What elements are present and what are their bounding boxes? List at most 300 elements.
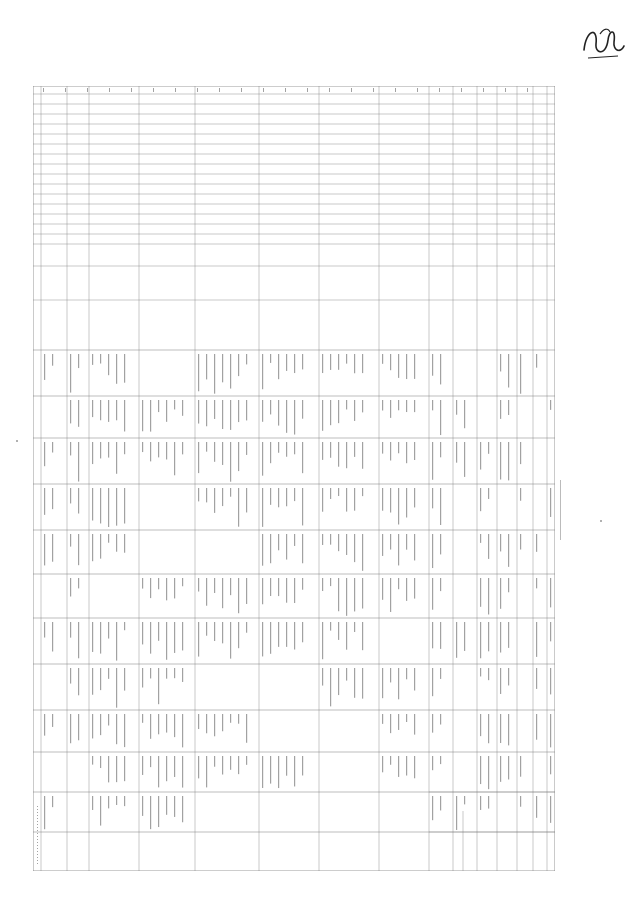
cell-text [158, 400, 159, 412]
cell-text [382, 668, 383, 698]
cell-text [414, 756, 415, 778]
cell-text [390, 354, 391, 370]
cell-text [108, 622, 109, 639]
cell-text [488, 622, 489, 651]
cell-text [52, 442, 53, 453]
cell-text [480, 714, 481, 736]
cell-text [338, 578, 339, 611]
cell-text [92, 534, 93, 561]
cell-text [398, 442, 399, 453]
cell-text [456, 796, 457, 830]
cell-text [550, 622, 551, 641]
cell-text [302, 442, 303, 473]
cell-text [174, 714, 175, 737]
cell-text [246, 578, 247, 604]
cell-text [124, 622, 125, 630]
cell-text [238, 442, 239, 471]
cell-text [500, 622, 501, 653]
cell-text [116, 400, 117, 420]
cell-text [100, 354, 101, 364]
cell-text [480, 442, 481, 470]
cell-text [440, 756, 441, 764]
description-text [37, 812, 38, 813]
cell-text [330, 578, 331, 586]
cell-text [354, 488, 355, 511]
cell-text [382, 488, 383, 511]
cell-text [78, 534, 79, 565]
cell-text [70, 622, 71, 638]
cell-text [330, 488, 331, 499]
cell-text [78, 488, 79, 514]
cell-text [346, 668, 347, 681]
cell-text [508, 622, 509, 648]
cell-text [294, 756, 295, 786]
cell-text [158, 442, 159, 457]
cell-text [500, 578, 501, 609]
header-text [527, 88, 528, 92]
cell-text [550, 796, 551, 823]
description-text [37, 845, 38, 846]
cell-text [294, 622, 295, 650]
cell-text [382, 442, 383, 454]
cell-text [158, 668, 159, 704]
cell-text [150, 756, 151, 767]
cell-text [346, 578, 347, 616]
cell-text [100, 488, 101, 523]
description-text [37, 860, 38, 861]
cell-text [286, 400, 287, 433]
cell-text [338, 534, 339, 551]
cell-text [124, 796, 125, 806]
cell-text [464, 442, 465, 477]
cell-text [286, 756, 287, 776]
cell-text [174, 756, 175, 777]
cell-text [488, 714, 489, 743]
cell-text [432, 354, 433, 376]
cell-text [100, 756, 101, 768]
cell-text [246, 400, 247, 420]
cell-text [406, 756, 407, 776]
cell-text [52, 488, 53, 509]
cell-text [432, 578, 433, 610]
cell-text [508, 668, 509, 685]
header-text [373, 88, 374, 92]
cell-text [440, 578, 441, 591]
cell-text [214, 354, 215, 394]
cell-text [206, 578, 207, 606]
cell-text [92, 668, 93, 695]
cell-text [70, 714, 71, 743]
description-text [37, 833, 38, 834]
cell-text [440, 442, 441, 457]
cell-text [44, 796, 45, 829]
cell-text [456, 400, 457, 415]
cell-text [536, 622, 537, 657]
cell-text [330, 668, 331, 706]
cell-text [362, 354, 363, 373]
cell-text [230, 714, 231, 723]
cell-text [346, 354, 347, 364]
cell-text [262, 756, 263, 788]
cell-text [536, 354, 537, 368]
cell-text [124, 756, 125, 781]
cell-text [108, 354, 109, 375]
cell-text [78, 442, 79, 482]
cell-text [286, 622, 287, 647]
cell-text [142, 442, 143, 452]
cell-text [440, 488, 441, 525]
cell-text [158, 622, 159, 641]
cell-text [100, 534, 101, 559]
cell-text [488, 756, 489, 789]
cell-text [406, 534, 407, 550]
cell-text [124, 400, 125, 431]
cell-text [440, 534, 441, 554]
cell-text [230, 578, 231, 595]
cell-text [214, 756, 215, 767]
cell-text [432, 622, 433, 648]
cell-text [214, 714, 215, 736]
cell-text [322, 354, 323, 373]
cell-text [206, 622, 207, 636]
cell-text [174, 796, 175, 817]
description-text [37, 851, 38, 852]
cell-text [44, 622, 45, 638]
cell-text [108, 756, 109, 782]
cell-text [270, 534, 271, 563]
cell-text [222, 578, 223, 608]
cell-text [142, 622, 143, 644]
cell-text [520, 534, 521, 550]
description-text [37, 809, 38, 810]
cell-text [92, 442, 93, 464]
cell-text [286, 534, 287, 560]
cell-text [500, 442, 501, 480]
cell-text [520, 488, 521, 501]
cell-text [302, 400, 303, 419]
cell-text [70, 442, 71, 455]
cell-text [214, 488, 215, 513]
cell-text [440, 714, 441, 725]
cell-text [206, 714, 207, 733]
cell-text [182, 714, 183, 747]
cell-text [414, 714, 415, 735]
cell-text [464, 400, 465, 428]
cell-text [550, 400, 551, 410]
cell-text [246, 354, 247, 364]
cell-text [92, 488, 93, 521]
cell-text [78, 400, 79, 427]
cell-text [158, 714, 159, 734]
cell-text [142, 578, 143, 589]
cell-text [500, 354, 501, 371]
header-text [483, 88, 484, 92]
cell-text [330, 622, 331, 631]
cell-text [354, 668, 355, 698]
cell-text [158, 796, 159, 827]
cell-text [238, 578, 239, 613]
cell-text [222, 756, 223, 775]
cell-text [294, 578, 295, 603]
cell-text [150, 578, 151, 598]
cell-text [92, 354, 93, 365]
cell-text [206, 756, 207, 787]
cell-text [536, 796, 537, 818]
cell-text [182, 442, 183, 454]
description-text [37, 815, 38, 816]
cell-text [480, 756, 481, 784]
cell-text [182, 622, 183, 650]
cell-text [238, 400, 239, 422]
cell-text [92, 714, 93, 738]
cell-text [230, 622, 231, 659]
cell-text [294, 400, 295, 435]
cell-text [382, 400, 383, 411]
cell-text [116, 756, 117, 782]
cell-text [440, 400, 441, 435]
cell-text [488, 488, 489, 499]
cell-text [550, 714, 551, 747]
cell-text [398, 354, 399, 378]
header-text [417, 88, 418, 92]
cell-text [246, 756, 247, 765]
description-text [37, 842, 38, 843]
cell-text [440, 622, 441, 649]
cell-text [100, 400, 101, 420]
cell-text [550, 756, 551, 774]
header-text [65, 88, 66, 92]
cell-text [362, 578, 363, 609]
header-text [87, 88, 88, 92]
cell-text [108, 442, 109, 458]
scan-speck [16, 440, 18, 442]
cell-text [464, 796, 465, 804]
cell-text [432, 796, 433, 820]
cell-text [222, 442, 223, 465]
header-text [439, 88, 440, 92]
cell-text [480, 796, 481, 810]
cell-text [116, 714, 117, 744]
cell-text [338, 400, 339, 423]
cell-text [294, 488, 295, 501]
cell-text [294, 534, 295, 546]
cell-text [262, 622, 263, 656]
cell-text [382, 714, 383, 724]
cell-text [338, 354, 339, 370]
description-text [37, 818, 38, 819]
cell-text [182, 796, 183, 822]
cell-text [92, 400, 93, 417]
cell-text [262, 400, 263, 422]
cell-text [354, 534, 355, 562]
cell-text [70, 534, 71, 547]
spreadsheet-table [33, 86, 555, 871]
cell-text [238, 622, 239, 648]
cell-text [246, 714, 247, 743]
cell-text [302, 534, 303, 563]
cell-text [480, 622, 481, 658]
header-text [263, 88, 264, 92]
cell-text [432, 442, 433, 480]
cell-text [398, 756, 399, 777]
cell-text [382, 534, 383, 556]
description-text [37, 854, 38, 855]
cell-text [214, 578, 215, 593]
cell-text [286, 578, 287, 603]
cell-text [246, 622, 247, 633]
cell-text [214, 442, 215, 462]
cell-text [294, 442, 295, 454]
cell-text [78, 578, 79, 588]
cell-text [382, 354, 383, 364]
cell-text [100, 442, 101, 458]
cell-text [398, 534, 399, 565]
cell-text [198, 442, 199, 473]
cell-text [362, 622, 363, 650]
cell-text [174, 400, 175, 409]
header-text [109, 88, 110, 92]
description-text [37, 821, 38, 822]
cell-text [166, 578, 167, 600]
cell-text [108, 714, 109, 726]
cell-text [414, 488, 415, 507]
cell-text [456, 622, 457, 658]
cell-text [432, 488, 433, 508]
cell-text [354, 578, 355, 611]
cell-text [414, 442, 415, 460]
cell-text [508, 534, 509, 567]
cell-text [322, 488, 323, 512]
cell-text [70, 488, 71, 503]
cell-text [500, 756, 501, 782]
cell-text [52, 534, 53, 562]
cell-text [116, 354, 117, 384]
cell-text [322, 622, 323, 659]
cell-text [44, 488, 45, 515]
cell-text [390, 668, 391, 682]
cell-text [78, 622, 79, 658]
cell-text [70, 578, 71, 597]
header-text [461, 88, 462, 92]
cell-text [116, 442, 117, 474]
cell-text [536, 714, 537, 740]
cell-text [432, 400, 433, 410]
cell-text [330, 442, 331, 458]
cell-text [230, 488, 231, 497]
cell-text [322, 442, 323, 460]
description-text [37, 857, 38, 858]
cell-text [398, 488, 399, 525]
cell-text [536, 534, 537, 552]
cell-text [414, 668, 415, 691]
cell-text [198, 488, 199, 501]
cell-text [238, 756, 239, 774]
cell-text [346, 622, 347, 650]
cell-text [346, 442, 347, 468]
cell-text [270, 400, 271, 414]
cell-text [100, 668, 101, 690]
cell-text [124, 488, 125, 524]
cell-text [174, 442, 175, 475]
cell-text [182, 668, 183, 682]
cell-text [414, 354, 415, 379]
cell-text [550, 668, 551, 694]
cell-text [362, 442, 363, 469]
cell-text [108, 668, 109, 679]
cell-text [338, 442, 339, 467]
cell-text [262, 578, 263, 604]
cell-text [390, 714, 391, 733]
cell-text [166, 668, 167, 679]
cell-text [406, 668, 407, 679]
cell-text [302, 488, 303, 525]
cell-text [150, 442, 151, 461]
cell-text [406, 578, 407, 601]
cell-text [222, 622, 223, 643]
cell-text [440, 668, 441, 679]
cell-text [214, 400, 215, 419]
cell-text [500, 534, 501, 551]
cell-text [214, 622, 215, 641]
cell-text [440, 796, 441, 810]
cell-text [432, 534, 433, 568]
cell-text [124, 668, 125, 691]
cell-text [262, 534, 263, 566]
cell-text [206, 400, 207, 426]
cell-text [222, 488, 223, 506]
cell-text [286, 442, 287, 457]
cell-text [488, 578, 489, 614]
cell-text [302, 756, 303, 775]
cell-text [108, 400, 109, 422]
cell-text [390, 756, 391, 765]
cell-text [398, 578, 399, 589]
cell-text [500, 668, 501, 694]
cell-text [480, 668, 481, 676]
description-text [37, 836, 38, 837]
cell-text [174, 668, 175, 678]
description-text [37, 830, 38, 831]
cell-text [108, 534, 109, 543]
cell-text [116, 534, 117, 552]
cell-text [78, 714, 79, 740]
cell-text [354, 442, 355, 457]
cell-text [238, 354, 239, 376]
cell-text [150, 668, 151, 678]
cell-text [174, 622, 175, 653]
cell-text [52, 714, 53, 727]
cell-text [382, 578, 383, 600]
cell-text [142, 668, 143, 688]
cell-text [550, 578, 551, 607]
cell-text [230, 400, 231, 430]
cell-text [550, 488, 551, 517]
cell-text [488, 796, 489, 809]
cell-text [406, 714, 407, 722]
cell-text [238, 714, 239, 724]
cell-text [278, 534, 279, 550]
cell-text [44, 534, 45, 565]
cell-text [78, 668, 79, 695]
cell-text [536, 578, 537, 588]
cell-text [270, 442, 271, 463]
cell-text [166, 756, 167, 781]
cell-text [432, 668, 433, 696]
cell-text [338, 488, 339, 496]
cell-text [116, 796, 117, 805]
cell-text [278, 442, 279, 453]
cell-text [414, 534, 415, 560]
